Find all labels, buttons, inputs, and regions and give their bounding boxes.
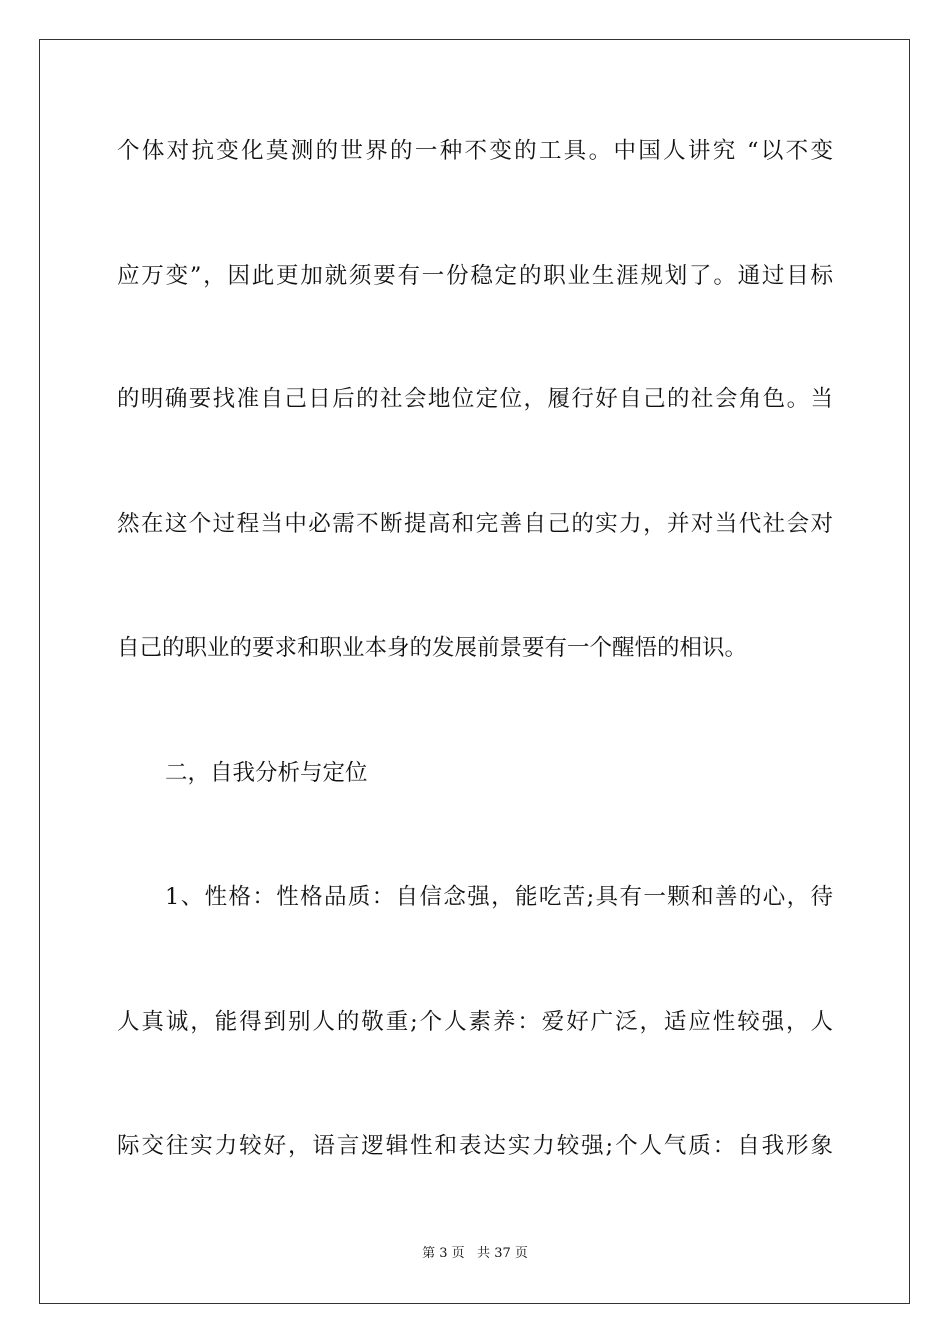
body-text-line: 际交往实力较好，语言逻辑性和表达实力较强;个人气质：自我形象: [117, 1133, 833, 1159]
page-border: [39, 39, 910, 1304]
body-text-line: 自己的职业的要求和职业本身的发展前景要有一个醒悟的相识。: [117, 635, 748, 661]
body-text-line: 1、性格：性格品质：自信念强，能吃苦;具有一颗和善的心，待: [165, 884, 833, 910]
section-heading: 二，自我分析与定位: [165, 760, 368, 786]
body-text-line: 人真诚，能得到别人的敬重;个人素养：爱好广泛，适应性较强，人: [117, 1009, 833, 1035]
body-text-line: 应万变”，因此更加就须要有一份稳定的职业生涯规划了。通过目标: [117, 263, 833, 289]
body-text-line: 然在这个过程当中必需不断提高和完善自己的实力，并对当代社会对: [117, 511, 833, 537]
body-text-line: 个体对抗变化莫测的世界的一种不变的工具。中国人讲究 “以不变: [117, 138, 833, 164]
body-text-line: 的明确要找准自己日后的社会地位定位，履行好自己的社会角色。当: [117, 386, 833, 412]
page-number-footer: 第 3 页 共 37 页: [422, 1246, 528, 1261]
